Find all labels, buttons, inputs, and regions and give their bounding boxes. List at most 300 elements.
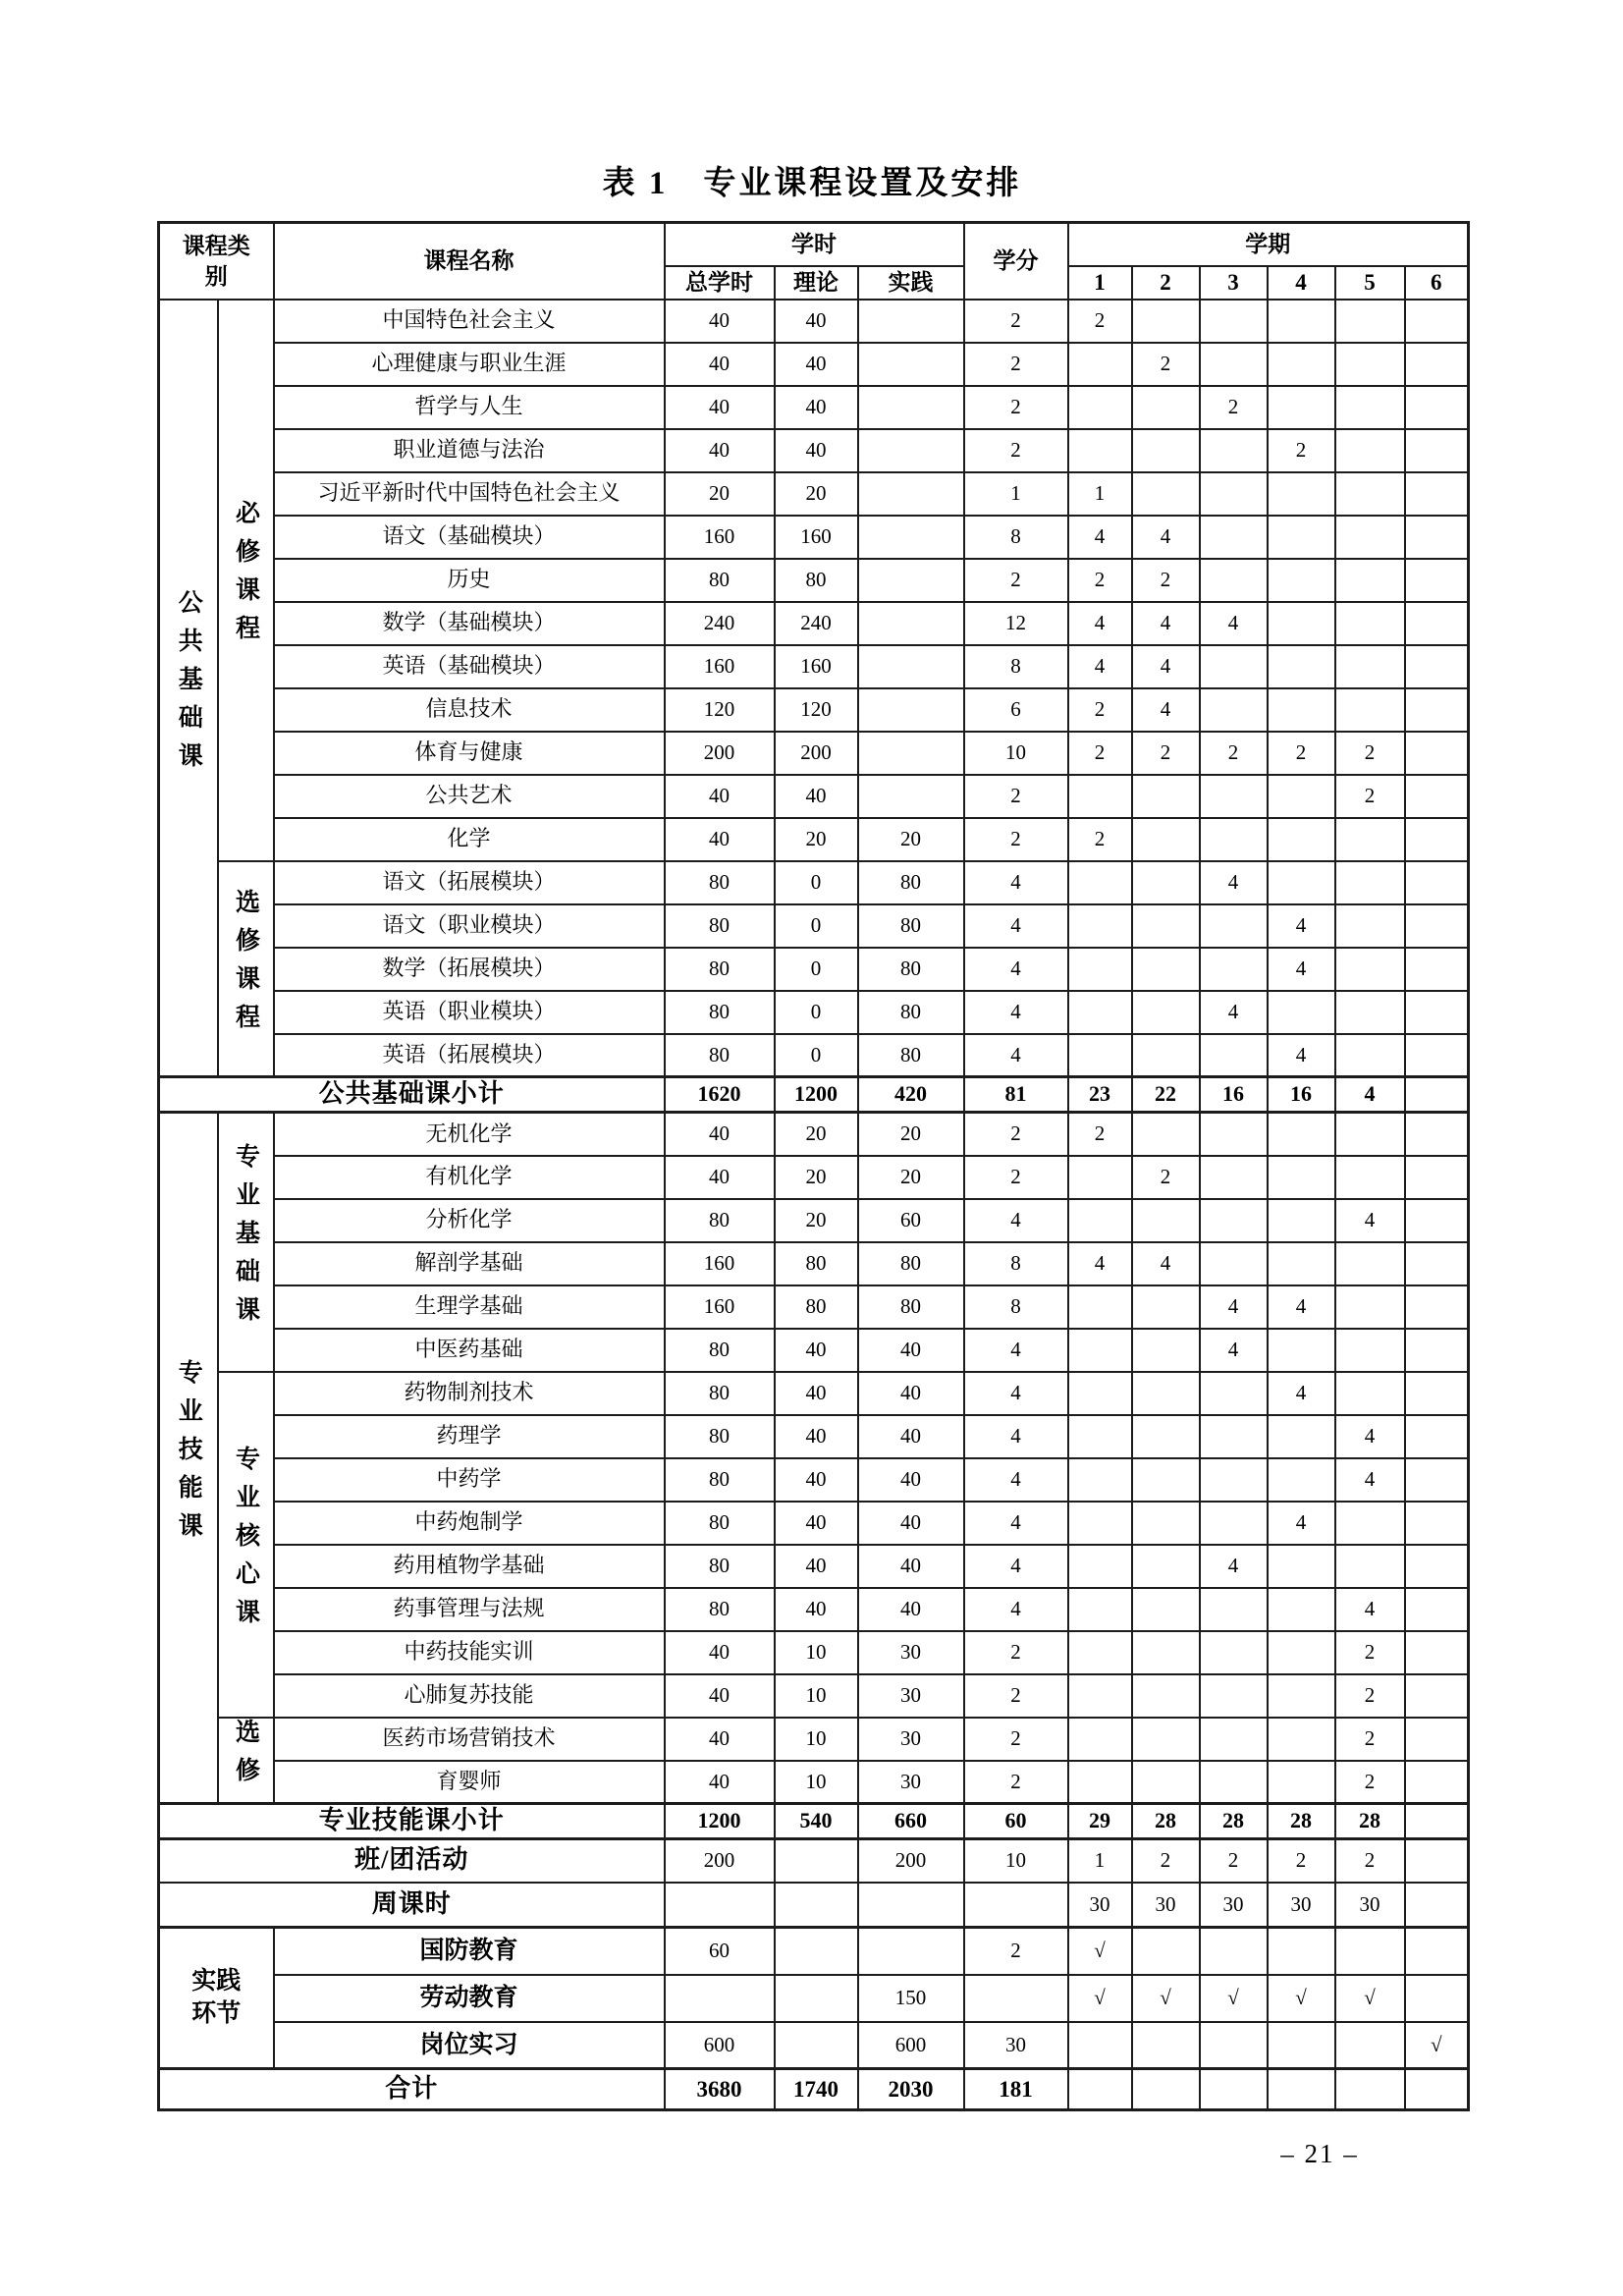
semester-6-cell: [1405, 1502, 1469, 1545]
practice-hours-cell: [858, 602, 964, 645]
total-hours-cell: 40: [665, 386, 775, 429]
credits-cell: 2: [964, 818, 1068, 861]
semester-2-cell: [1132, 775, 1200, 818]
semester-4-cell: 4: [1268, 1285, 1335, 1329]
header-total-hours: 总学时: [665, 266, 775, 300]
semester-3-cell: [1200, 300, 1268, 343]
credits-cell: 81: [964, 1077, 1068, 1113]
semester-1-cell: [1068, 1372, 1132, 1415]
total-hours-cell: 20: [665, 472, 775, 516]
semester-2-cell: [1132, 1415, 1200, 1458]
course-name-cell: 无机化学: [274, 1113, 665, 1156]
semester-5-cell: 2: [1335, 1718, 1405, 1761]
page-number: – 21 –: [1280, 2139, 1359, 2168]
semester-3-cell: 4: [1200, 1545, 1268, 1588]
semester-4-cell: [1268, 775, 1335, 818]
semester-1-cell: [1068, 1674, 1132, 1718]
credits-cell: 2: [964, 1718, 1068, 1761]
theory-hours-cell: 40: [775, 1415, 858, 1458]
credits-cell: 4: [964, 1199, 1068, 1242]
header-semester-4: 4: [1268, 266, 1335, 300]
semester-2-cell: [1132, 1458, 1200, 1502]
course-name-cell: 数学（拓展模块）: [274, 948, 665, 991]
credits-cell: 2: [964, 1631, 1068, 1674]
semester-3-cell: 28: [1200, 1804, 1268, 1839]
table-row: [159, 1329, 1469, 1372]
credits-cell: 2: [964, 1761, 1068, 1804]
semester-6-cell: [1405, 732, 1469, 775]
semester-3-cell: 4: [1200, 861, 1268, 904]
semester-2-cell: [1132, 1113, 1200, 1156]
credits-cell: 2: [964, 343, 1068, 386]
semester-2-cell: [1132, 1199, 1200, 1242]
theory-hours-cell: 160: [775, 645, 858, 688]
semester-2-cell: [1132, 1588, 1200, 1631]
semester-4-cell: [1268, 602, 1335, 645]
semester-2-cell: [1132, 1329, 1200, 1372]
semester-3-cell: [1200, 343, 1268, 386]
weekly-hours-label-cell: 周课时: [159, 1883, 665, 1928]
course-name-cell: 药物制剂技术: [274, 1372, 665, 1415]
semester-6-cell: [1405, 904, 1469, 948]
semester-6-cell: [1405, 1415, 1469, 1458]
semester-3-cell: 4: [1200, 1285, 1268, 1329]
theory-hours-cell: 0: [775, 1034, 858, 1077]
semester-5-cell: 4: [1335, 1199, 1405, 1242]
table-row: [159, 991, 1469, 1034]
practice-hours-cell: 40: [858, 1588, 964, 1631]
semester-5-cell: [1335, 991, 1405, 1034]
semester-3-cell: [1200, 818, 1268, 861]
table-row: [159, 1674, 1469, 1718]
semester-2-cell: [1132, 1372, 1200, 1415]
course-name-cell: 中药炮制学: [274, 1502, 665, 1545]
semester-5-cell: 2: [1335, 732, 1405, 775]
semester-5-cell: 4: [1335, 1077, 1405, 1113]
semester-4-cell: 4: [1268, 1034, 1335, 1077]
semester-2-cell: [1132, 2022, 1200, 2069]
semester-2-cell: √: [1132, 1975, 1200, 2022]
total-hours-cell: 80: [665, 1545, 775, 1588]
course-name-cell: 语文（拓展模块）: [274, 861, 665, 904]
theory-hours-cell: 80: [775, 1285, 858, 1329]
table-row: [159, 1883, 1469, 1928]
semester-4-cell: [1268, 1156, 1335, 1199]
credits-cell: 2: [964, 775, 1068, 818]
total-hours-cell: 80: [665, 559, 775, 602]
header-course-name: 课程名称: [274, 223, 665, 300]
semester-2-cell: [1132, 1034, 1200, 1077]
semester-5-cell: 2: [1335, 1761, 1405, 1804]
semester-3-cell: 4: [1200, 1329, 1268, 1372]
semester-3-cell: [1200, 1199, 1268, 1242]
semester-4-cell: [1268, 343, 1335, 386]
practice-hours-cell: 660: [858, 1804, 964, 1839]
semester-6-cell: [1405, 1631, 1469, 1674]
semester-6-cell: [1405, 861, 1469, 904]
semester-4-cell: [1268, 2069, 1335, 2110]
credits-cell: 4: [964, 948, 1068, 991]
theory-hours-cell: 120: [775, 688, 858, 732]
semester-4-cell: [1268, 1588, 1335, 1631]
practice-category-cell-label: 实践环节: [191, 1968, 242, 2027]
theory-hours-cell: [775, 1883, 858, 1928]
semester-5-cell: [1335, 948, 1405, 991]
semester-2-cell: [1132, 1631, 1200, 1674]
credits-cell: 2: [964, 559, 1068, 602]
semester-5-cell: [1335, 472, 1405, 516]
semester-1-cell: [1068, 429, 1132, 472]
total-hours-cell: 40: [665, 1761, 775, 1804]
semester-4-cell: [1268, 1113, 1335, 1156]
semester-2-cell: 4: [1132, 645, 1200, 688]
credits-cell: 2: [964, 429, 1068, 472]
subcategory-cell-label: 必修课程: [232, 500, 259, 654]
course-name-cell: 生理学基础: [274, 1285, 665, 1329]
theory-hours-cell: 40: [775, 1329, 858, 1372]
theory-hours-cell: 0: [775, 904, 858, 948]
semester-6-cell: [1405, 1077, 1469, 1113]
semester-1-cell: [1068, 948, 1132, 991]
course-name-cell: 语文（基础模块）: [274, 516, 665, 559]
semester-6-cell: [1405, 818, 1469, 861]
semester-5-cell: [1335, 645, 1405, 688]
semester-2-cell: [1132, 1502, 1200, 1545]
semester-6-cell: [1405, 991, 1469, 1034]
semester-5-cell: [1335, 1329, 1405, 1372]
semester-5-cell: 2: [1335, 1674, 1405, 1718]
practice-hours-cell: [858, 300, 964, 343]
semester-2-cell: 2: [1132, 343, 1200, 386]
semester-6-cell: [1405, 1674, 1469, 1718]
semester-1-cell: [1068, 775, 1132, 818]
semester-3-cell: [1200, 1034, 1268, 1077]
semester-3-cell: [1200, 516, 1268, 559]
course-name-cell: 有机化学: [274, 1156, 665, 1199]
theory-hours-cell: 240: [775, 602, 858, 645]
semester-4-cell: [1268, 472, 1335, 516]
semester-6-cell: [1405, 1761, 1469, 1804]
theory-hours-cell: 0: [775, 948, 858, 991]
semester-3-cell: 2: [1200, 386, 1268, 429]
total-hours-cell: 160: [665, 516, 775, 559]
semester-3-cell: [1200, 688, 1268, 732]
total-hours-cell: [665, 1975, 775, 2022]
semester-6-cell: [1405, 516, 1469, 559]
table-row: [159, 472, 1469, 516]
semester-2-cell: 4: [1132, 602, 1200, 645]
theory-hours-cell: [775, 1975, 858, 2022]
course-name-cell: 心肺复苏技能: [274, 1674, 665, 1718]
total-hours-cell: 80: [665, 861, 775, 904]
semester-3-cell: [1200, 1458, 1268, 1502]
semester-6-cell: [1405, 559, 1469, 602]
header-row-1: [159, 223, 1469, 266]
practice-hours-cell: 80: [858, 1034, 964, 1077]
semester-1-cell: 2: [1068, 688, 1132, 732]
header-hours-group: 学时: [665, 223, 964, 266]
semester-3-cell: [1200, 472, 1268, 516]
semester-4-cell: [1268, 2022, 1335, 2069]
practice-hours-cell: [858, 645, 964, 688]
semester-5-cell: [1335, 300, 1405, 343]
credits-cell: 4: [964, 1458, 1068, 1502]
semester-1-cell: [1068, 1329, 1132, 1372]
practice-hours-cell: 2030: [858, 2069, 964, 2110]
semester-1-cell: [1068, 1588, 1132, 1631]
semester-5-cell: [1335, 2022, 1405, 2069]
semester-3-cell: [1200, 904, 1268, 948]
category-cell: [159, 1113, 218, 1804]
semester-5-cell: [1335, 343, 1405, 386]
practice-hours-cell: 600: [858, 2022, 964, 2069]
credits-cell: 4: [964, 991, 1068, 1034]
practice-hours-cell: 30: [858, 1718, 964, 1761]
practice-hours-cell: 30: [858, 1631, 964, 1674]
semester-4-cell: [1268, 861, 1335, 904]
semester-5-cell: [1335, 429, 1405, 472]
practice-hours-cell: [858, 559, 964, 602]
total-hours-cell: 160: [665, 1242, 775, 1285]
table-row: [159, 1113, 1469, 1156]
total-hours-cell: 80: [665, 1458, 775, 1502]
semester-4-cell: [1268, 1761, 1335, 1804]
credits-cell: 6: [964, 688, 1068, 732]
table-row: [159, 948, 1469, 991]
course-name-cell: 公共艺术: [274, 775, 665, 818]
semester-6-cell: [1405, 1199, 1469, 1242]
total-hours-cell: 1200: [665, 1804, 775, 1839]
table-row: [159, 1415, 1469, 1458]
theory-hours-cell: 40: [775, 775, 858, 818]
semester-5-cell: 2: [1335, 1631, 1405, 1674]
semester-1-cell: 29: [1068, 1804, 1132, 1839]
credits-cell: 4: [964, 1502, 1068, 1545]
total-hours-cell: 3680: [665, 2069, 775, 2110]
semester-3-cell: 2: [1200, 732, 1268, 775]
semester-4-cell: [1268, 1242, 1335, 1285]
theory-hours-cell: 40: [775, 343, 858, 386]
subtotal-label-cell: 专业技能课小计: [159, 1804, 665, 1839]
practice-hours-cell: 80: [858, 861, 964, 904]
semester-3-cell: 4: [1200, 991, 1268, 1034]
total-hours-cell: [665, 1883, 775, 1928]
semester-4-cell: 4: [1268, 904, 1335, 948]
semester-3-cell: [1200, 1113, 1268, 1156]
subtotal-label-cell: 公共基础课小计: [159, 1077, 665, 1113]
semester-3-cell: [1200, 1761, 1268, 1804]
semester-2-cell: 30: [1132, 1883, 1200, 1928]
practice-hours-cell: 40: [858, 1372, 964, 1415]
course-name-cell: 语文（职业模块）: [274, 904, 665, 948]
theory-hours-cell: 10: [775, 1674, 858, 1718]
semester-1-cell: [1068, 1034, 1132, 1077]
semester-1-cell: 4: [1068, 645, 1132, 688]
table-row: [159, 818, 1469, 861]
theory-hours-cell: 20: [775, 1113, 858, 1156]
total-hours-cell: 40: [665, 775, 775, 818]
header-semester-1: 1: [1068, 266, 1132, 300]
theory-hours-cell: 80: [775, 1242, 858, 1285]
semester-3-cell: 4: [1200, 602, 1268, 645]
total-hours-cell: 80: [665, 1415, 775, 1458]
semester-6-cell: [1405, 1113, 1469, 1156]
semester-1-cell: 4: [1068, 602, 1132, 645]
table-row: [159, 1502, 1469, 1545]
semester-1-cell: [1068, 1718, 1132, 1761]
practice-hours-cell: [858, 1928, 964, 1975]
semester-3-cell: [1200, 1631, 1268, 1674]
practice-category-cell: [159, 1928, 274, 2069]
credits-cell: 4: [964, 1329, 1068, 1372]
credits-cell: 181: [964, 2069, 1068, 2110]
semester-1-cell: 2: [1068, 559, 1132, 602]
semester-2-cell: 2: [1132, 1839, 1200, 1883]
semester-5-cell: [1335, 1113, 1405, 1156]
semester-5-cell: √: [1335, 1975, 1405, 2022]
table-row: [159, 775, 1469, 818]
credits-cell: 2: [964, 1156, 1068, 1199]
total-hours-cell: 160: [665, 1285, 775, 1329]
practice-hours-cell: 20: [858, 1156, 964, 1199]
header-course-category: [159, 223, 274, 300]
credits-cell: 4: [964, 1545, 1068, 1588]
table-row: [159, 1545, 1469, 1588]
credits-cell: 2: [964, 1113, 1068, 1156]
semester-1-cell: √: [1068, 1975, 1132, 2022]
semester-4-cell: [1268, 1545, 1335, 1588]
semester-3-cell: [1200, 429, 1268, 472]
semester-6-cell: [1405, 1458, 1469, 1502]
semester-6-cell: [1405, 1329, 1469, 1372]
semester-6-cell: [1405, 645, 1469, 688]
course-name-cell: 中药技能实训: [274, 1631, 665, 1674]
total-hours-cell: 40: [665, 1631, 775, 1674]
semester-6-cell: [1405, 343, 1469, 386]
table-row: [159, 1588, 1469, 1631]
table-row: [159, 1718, 1469, 1761]
semester-2-cell: [1132, 948, 1200, 991]
theory-hours-cell: 40: [775, 386, 858, 429]
practice-hours-cell: 40: [858, 1329, 964, 1372]
table-row: [159, 1077, 1469, 1113]
practice-hours-cell: 80: [858, 904, 964, 948]
total-hours-cell: 80: [665, 904, 775, 948]
semester-5-cell: [1335, 1372, 1405, 1415]
total-hours-cell: 120: [665, 688, 775, 732]
credits-cell: 4: [964, 1034, 1068, 1077]
table-row: [159, 645, 1469, 688]
semester-1-cell: 30: [1068, 1883, 1132, 1928]
total-hours-cell: 40: [665, 300, 775, 343]
semester-1-cell: 1: [1068, 472, 1132, 516]
semester-5-cell: 4: [1335, 1415, 1405, 1458]
subcategory-cell: [218, 861, 274, 1077]
table-row: [159, 1839, 1469, 1883]
semester-5-cell: 28: [1335, 1804, 1405, 1839]
semester-1-cell: [1068, 343, 1132, 386]
practice-hours-cell: [858, 516, 964, 559]
credits-cell: 12: [964, 602, 1068, 645]
table-row: [159, 559, 1469, 602]
total-hours-cell: 80: [665, 948, 775, 991]
semester-4-cell: 4: [1268, 1502, 1335, 1545]
credits-cell: 2: [964, 386, 1068, 429]
table-row: [159, 1975, 1469, 2022]
semester-1-cell: 4: [1068, 1242, 1132, 1285]
semester-6-cell: [1405, 1839, 1469, 1883]
semester-5-cell: [1335, 1545, 1405, 1588]
table-row: [159, 386, 1469, 429]
semester-4-cell: [1268, 645, 1335, 688]
semester-6-cell: [1405, 1718, 1469, 1761]
semester-4-cell: 4: [1268, 948, 1335, 991]
semester-1-cell: [1068, 1545, 1132, 1588]
total-hours-cell: 40: [665, 1718, 775, 1761]
semester-2-cell: [1132, 818, 1200, 861]
semester-4-cell: √: [1268, 1975, 1335, 2022]
total-hours-cell: 80: [665, 1034, 775, 1077]
class-activity-label-cell: 班/团活动: [159, 1839, 665, 1883]
subcategory-cell-label: 专业基础课: [232, 1143, 259, 1335]
theory-hours-cell: 540: [775, 1804, 858, 1839]
semester-3-cell: [1200, 1156, 1268, 1199]
semester-1-cell: [1068, 861, 1132, 904]
total-hours-cell: 80: [665, 1199, 775, 1242]
course-name-cell: 习近平新时代中国特色社会主义: [274, 472, 665, 516]
credits-cell: 30: [964, 2022, 1068, 2069]
category-cell: [159, 300, 218, 1077]
course-name-cell: 数学（基础模块）: [274, 602, 665, 645]
practice-hours-cell: 60: [858, 1199, 964, 1242]
credits-cell: 1: [964, 472, 1068, 516]
total-hours-cell: 40: [665, 343, 775, 386]
course-name-cell: 劳动教育: [274, 1975, 665, 2022]
course-name-cell: 分析化学: [274, 1199, 665, 1242]
total-hours-cell: 600: [665, 2022, 775, 2069]
practice-hours-cell: 20: [858, 1113, 964, 1156]
semester-3-cell: 30: [1200, 1883, 1268, 1928]
semester-6-cell: [1405, 1034, 1469, 1077]
semester-6-cell: [1405, 1242, 1469, 1285]
semester-1-cell: √: [1068, 1928, 1132, 1975]
semester-2-cell: [1132, 429, 1200, 472]
course-name-cell: 哲学与人生: [274, 386, 665, 429]
semester-4-cell: [1268, 1199, 1335, 1242]
practice-hours-cell: [858, 429, 964, 472]
semester-3-cell: [1200, 1372, 1268, 1415]
header-semester-2: 2: [1132, 266, 1200, 300]
semester-5-cell: [1335, 818, 1405, 861]
theory-hours-cell: 80: [775, 559, 858, 602]
course-name-cell: 解剖学基础: [274, 1242, 665, 1285]
semester-6-cell: [1405, 1285, 1469, 1329]
credits-cell: 8: [964, 645, 1068, 688]
course-name-cell: 育婴师: [274, 1761, 665, 1804]
subcategory-cell-label: 选修: [232, 1719, 259, 1795]
semester-5-cell: [1335, 1034, 1405, 1077]
table-header: [159, 223, 1469, 300]
table-row: [159, 300, 1469, 343]
credits-cell: 4: [964, 1372, 1068, 1415]
semester-4-cell: [1268, 1718, 1335, 1761]
grand-total-label-cell: 合计: [159, 2069, 665, 2110]
course-name-cell: 药理学: [274, 1415, 665, 1458]
header-theory: 理论: [775, 266, 858, 300]
total-hours-cell: 40: [665, 1674, 775, 1718]
table-row: [159, 1631, 1469, 1674]
semester-4-cell: [1268, 818, 1335, 861]
